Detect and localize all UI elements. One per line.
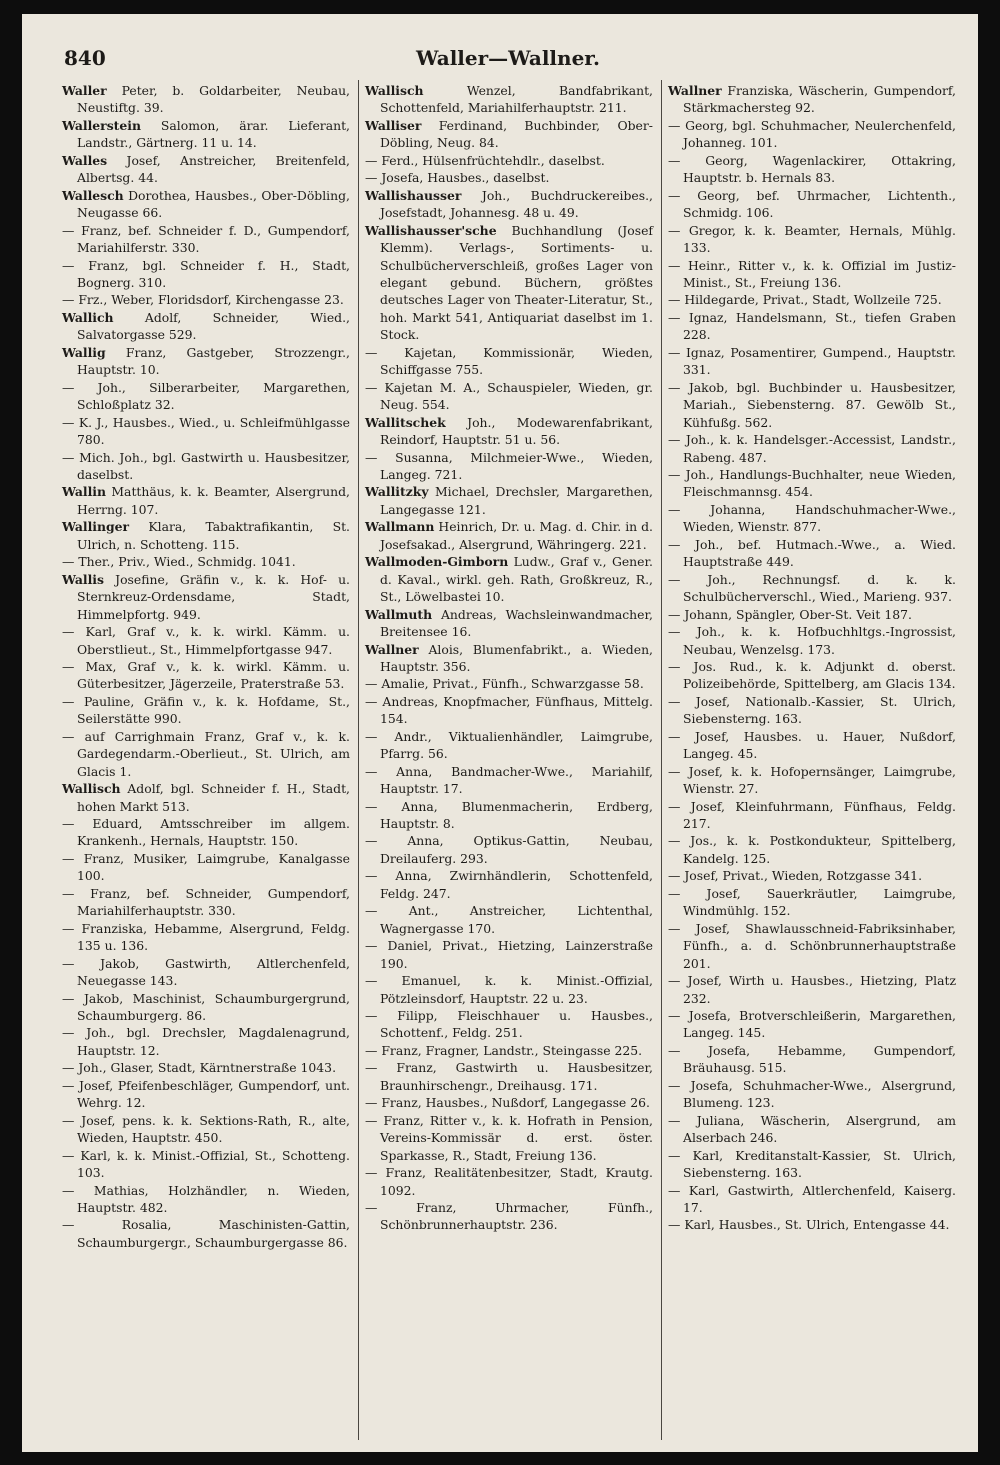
entry-surname: Wallin bbox=[62, 484, 106, 500]
entry-surname: Wallishausser'sche bbox=[365, 222, 497, 238]
entry-text: — Gregor, k. k. Beamter, Hernals, Mühlg. 133. bbox=[668, 222, 956, 256]
directory-entry bbox=[668, 187, 956, 222]
directory-entry bbox=[62, 920, 350, 955]
directory-entry bbox=[668, 658, 956, 693]
entry-text: — Joh., bef. Hutmach.-Wwe., a. Wied. Hauptstraße 449. bbox=[668, 536, 956, 570]
entry-text: — Josef, Wirth u. Hausbes., Hietzing, Platz 232. bbox=[668, 973, 956, 1006]
directory-entry bbox=[365, 449, 653, 484]
entry-text: Peter, b. Goldarbeiter, Neubau, Neustiftg. 39. bbox=[77, 83, 350, 116]
entry-text: — Josef, Privat., Wieden, Rotzgasse 341. bbox=[668, 868, 923, 884]
entry-text: — Ther., Priv., Wied., Schmidg. 1041. bbox=[62, 554, 296, 570]
directory-entry bbox=[365, 222, 653, 344]
column-1 bbox=[62, 82, 350, 1251]
entry-text: — Anna, Optikus-Gattin, Neubau, Dreilauferg. 293. bbox=[365, 833, 653, 866]
entry-text: — Josef, Nationalb.-Kassier, St. Ulrich, Siebensterng. 163. bbox=[668, 693, 956, 727]
entry-surname: Wallmuth bbox=[365, 606, 433, 622]
directory-entry bbox=[668, 1042, 956, 1077]
entry-text: Joh., Modewarenfabrikant, Reindorf, Hauptstr. 51 u. 56. bbox=[380, 414, 653, 448]
directory-entry bbox=[668, 972, 956, 1007]
page-number: 840 bbox=[64, 46, 106, 70]
directory-entry bbox=[365, 414, 653, 449]
entry-text: — Jakob, Maschinist, Schaumburgergrund, Schaumburgerg. 86. bbox=[62, 990, 350, 1024]
directory-entry bbox=[365, 972, 653, 1007]
directory-entry bbox=[62, 82, 350, 117]
entry-text: — Susanna, Milchmeier-Wwe., Wieden, Langeg. 721. bbox=[365, 449, 653, 482]
entry-text: — Heinr., Ritter v., k. k. Offizial im Justiz-Minist., St., Freiung 136. bbox=[668, 257, 956, 290]
entry-text: — Filipp, Fleischhauer u. Hausbes., Schottenf., Feldg. 251. bbox=[365, 1008, 653, 1041]
entry-text: — Josef, Sauerkräutler, Laimgrube, Windmühlg. 152. bbox=[668, 885, 956, 919]
entry-text: — Emanuel, k. k. Minist.-Offizial, Pötzleinsdorf, Hauptstr. 22 u. 23. bbox=[365, 973, 653, 1006]
directory-entry bbox=[365, 117, 653, 152]
entry-text: — Hildegarde, Privat., Stadt, Wollzeile 725. bbox=[668, 292, 942, 308]
running-head: Waller—Wallner. bbox=[416, 46, 600, 70]
entry-surname: Wallesch bbox=[62, 187, 124, 203]
directory-entry bbox=[668, 606, 956, 623]
directory-entry bbox=[62, 222, 350, 257]
entry-text: — Franz, Uhrmacher, Fünfh., Schönbrunnerhauptstr. 236. bbox=[365, 1200, 653, 1233]
entry-text: — Karl, Gastwirth, Altlerchenfeld, Kaiserg. 17. bbox=[668, 1182, 956, 1215]
directory-entry bbox=[62, 117, 350, 152]
entry-text: — Ant., Anstreicher, Lichtenthal, Wagnergasse 170. bbox=[365, 903, 653, 936]
directory-entry bbox=[668, 571, 956, 606]
directory-entry bbox=[365, 1042, 653, 1059]
entry-text: — Anna, Blumenmacherin, Erdberg, Hauptstr. 8. bbox=[365, 798, 653, 832]
entry-text: — Franz, bef. Schneider f. D., Gumpendorf, Mariahilferstr. 330. bbox=[62, 222, 350, 256]
directory-entry bbox=[668, 344, 956, 379]
entry-surname: Wallmoden-Gimborn bbox=[365, 554, 509, 570]
directory-entry bbox=[668, 501, 956, 536]
directory-entry bbox=[62, 885, 350, 920]
entry-text: — Karl, k. k. Minist.-Offizial, St., Schotteng. 103. bbox=[62, 1147, 350, 1181]
entry-text: Ferdinand, Buchbinder, Ober-Döbling, Neug. 84. bbox=[380, 117, 653, 151]
entry-text: — Joh., k. k. Hofbuchhltgs.-Ingrossist, Neubau, Wenzelsg. 173. bbox=[668, 624, 956, 657]
directory-entry bbox=[62, 955, 350, 990]
directory-entry bbox=[668, 222, 956, 257]
directory-entry bbox=[62, 571, 350, 623]
directory-entry bbox=[365, 553, 653, 605]
entry-surname: Walliser bbox=[365, 117, 422, 133]
entry-text: — Josefa, Hebamme, Gumpendorf, Bräuhausg. 515. bbox=[668, 1042, 956, 1076]
directory-entry bbox=[62, 379, 350, 414]
directory-entry bbox=[668, 885, 956, 920]
entry-text: — Johanna, Handschuhmacher-Wwe., Wieden, Wienstr. 877. bbox=[668, 501, 956, 535]
directory-entry bbox=[365, 798, 653, 833]
entry-text: — Joh., k. k. Handelsger.-Accessist, Landstr., Rabeng. 487. bbox=[668, 432, 956, 465]
entry-text: — Jos. Rud., k. k. Adjunkt d. oberst. Polizeibehörde, Spittelberg, am Glacis 134. bbox=[668, 658, 956, 692]
directory-entry bbox=[668, 82, 956, 117]
directory-entry bbox=[365, 379, 653, 414]
page-header bbox=[58, 44, 958, 74]
entry-text: — Joh., Silberarbeiter, Margarethen, Schloßplatz 32. bbox=[62, 379, 350, 413]
directory-entry bbox=[365, 344, 653, 379]
directory-entry bbox=[668, 1077, 956, 1112]
entry-text: Michael, Drechsler, Margarethen, Langegasse 121. bbox=[380, 484, 653, 517]
entry-text: — Ignaz, Posamentirer, Gumpend., Hauptstr. 331. bbox=[668, 344, 956, 378]
entry-text: — Joh., bgl. Drechsler, Magdalenagrund, Hauptstr. 12. bbox=[62, 1025, 350, 1058]
directory-entry bbox=[62, 449, 350, 484]
entry-text: Matthäus, k. k. Beamter, Alsergrund, Herrng. 107. bbox=[77, 484, 350, 517]
directory-entry bbox=[365, 867, 653, 902]
directory-entry bbox=[668, 832, 956, 867]
directory-entry bbox=[668, 920, 956, 972]
entry-text: — Jos., k. k. Postkondukteur, Spittelberg, Kandelg. 125. bbox=[668, 833, 956, 866]
directory-entry bbox=[62, 483, 350, 518]
directory-entry bbox=[365, 1164, 653, 1199]
entry-text: — Franz, Gastwirth u. Hausbesitzer, Braunhirschengr., Dreihausg. 171. bbox=[365, 1060, 653, 1093]
entry-text: — Franziska, Hebamme, Alsergrund, Feldg. 135 u. 136. bbox=[62, 920, 350, 954]
entry-text: — Andr., Viktualienhändler, Laimgrube, Pfarrg. 56. bbox=[365, 728, 653, 762]
entry-text: — Josef, Pfeifenbeschläger, Gumpendorf, unt. Wehrg. 12. bbox=[62, 1077, 350, 1111]
directory-entry bbox=[668, 693, 956, 728]
entry-text: — Rosalia, Maschinisten-Gattin, Schaumburgergr., Schaumburgergasse 86. bbox=[62, 1217, 350, 1250]
directory-entry bbox=[62, 780, 350, 815]
directory-entry bbox=[668, 1216, 956, 1233]
entry-text: Klara, Tabaktrafikantin, St. Ulrich, n. Schotteng. 115. bbox=[77, 519, 350, 552]
directory-entry bbox=[668, 1007, 956, 1042]
entry-surname: Wallich bbox=[62, 309, 114, 325]
column-2 bbox=[365, 82, 653, 1234]
entry-text: — Franz, bef. Schneider, Gumpendorf, Mariahilferhauptstr. 330. bbox=[62, 885, 350, 919]
entry-text: Alois, Blumenfabrikt., a. Wieden, Hauptstr. 356. bbox=[380, 641, 653, 674]
entry-text: Adolf, bgl. Schneider f. H., Stadt, hohen Markt 513. bbox=[77, 781, 350, 814]
entry-text: — Ignaz, Handelsmann, St., tiefen Graben 228. bbox=[668, 309, 956, 343]
entry-text: — Mathias, Holzhändler, n. Wieden, Hauptstr. 482. bbox=[62, 1182, 350, 1215]
column-rule bbox=[358, 80, 359, 1440]
entry-text: — Daniel, Privat., Hietzing, Lainzerstraße 190. bbox=[365, 938, 653, 971]
directory-entry bbox=[365, 187, 653, 222]
directory-entry bbox=[668, 1182, 956, 1217]
entry-text: — Georg, bef. Uhrmacher, Lichtenth., Schmidg. 106. bbox=[668, 187, 956, 221]
directory-entry bbox=[668, 379, 956, 431]
directory-entry bbox=[365, 152, 653, 169]
entry-surname: Wallner bbox=[668, 83, 722, 98]
entry-text: — Jakob, bgl. Buchbinder u. Hausbesitzer, Mariah., Siebensterng. 87. Gewölb St., Kühfußg. 562. bbox=[668, 379, 956, 430]
entry-text: Heinrich, Dr. u. Mag. d. Chir. in d. Josefsakad., Alsergrund, Währingerg. 221. bbox=[380, 519, 653, 552]
directory-entry bbox=[62, 553, 350, 570]
entry-text: Salomon, ärar. Lieferant, Landstr., Gärtnerg. 11 u. 14. bbox=[77, 117, 350, 151]
entry-surname: Wallis bbox=[62, 571, 104, 587]
entry-text: — auf Carrighmain Franz, Graf v., k. k. Gardegendarm.-Oberlieut., St. Ulrich, am Glacis 1. bbox=[62, 728, 350, 779]
directory-entry bbox=[365, 937, 653, 972]
entry-text: — Mich. Joh., bgl. Gastwirth u. Hausbesitzer, daselbst. bbox=[62, 449, 350, 482]
entry-text: Franz, Gastgeber, Strozzengr., Hauptstr. 10. bbox=[77, 344, 350, 378]
entry-text: — Franz, Fragner, Landstr., Steingasse 225. bbox=[365, 1042, 643, 1058]
entry-text: Dorothea, Hausbes., Ober-Döbling, Neugasse 66. bbox=[77, 187, 350, 221]
entry-text: Adolf, Schneider, Wied., Salvatorgasse 529. bbox=[77, 309, 350, 343]
directory-entry bbox=[365, 1059, 653, 1094]
entry-text: Ludw., Graf v., Gener. d. Kaval., wirkl. geh. Rath, Großkreuz, R., St., Löwelbastei 10. bbox=[380, 554, 653, 605]
directory-entry bbox=[62, 1147, 350, 1182]
entry-text: — Josefa, Hausbes., daselbst. bbox=[365, 170, 550, 186]
entry-text: — Josefa, Schuhmacher-Wwe., Alsergrund, Blumeng. 123. bbox=[668, 1077, 956, 1111]
entry-text: — Juliana, Wäscherin, Alsergrund, am Alserbach 246. bbox=[668, 1112, 956, 1146]
directory-entry bbox=[62, 414, 350, 449]
directory-entry bbox=[62, 1077, 350, 1112]
entry-surname: Wallerstein bbox=[62, 117, 141, 133]
entry-text: — Anna, Zwirnhändlerin, Schottenfeld, Feldg. 247. bbox=[365, 868, 653, 901]
entry-text: — Karl, Kreditanstalt-Kassier, St. Ulrich, Siebensterng. 163. bbox=[668, 1147, 956, 1181]
directory-entry bbox=[62, 309, 350, 344]
directory-page bbox=[22, 14, 978, 1452]
directory-entry bbox=[365, 832, 653, 867]
entry-text: — Franz, bgl. Schneider f. H., Stadt, Bognerg. 310. bbox=[62, 257, 350, 290]
entry-surname: Wallitzky bbox=[365, 484, 429, 500]
directory-entry bbox=[62, 344, 350, 379]
entry-surname: Wallig bbox=[62, 344, 106, 360]
entry-surname: Walles bbox=[62, 152, 108, 168]
column-3 bbox=[668, 82, 956, 1234]
entry-text: Josefine, Gräfin v., k. k. Hof- u. Sternkreuz-Ordensdame, Stadt, Himmelpfortg. 949. bbox=[77, 571, 350, 622]
directory-entry bbox=[365, 82, 653, 117]
entry-text: — Joh., Handlungs-Buchhalter, neue Wieden, Fleischmannsg. 454. bbox=[668, 466, 956, 500]
entry-text: — Frz., Weber, Floridsdorf, Kirchengasse 23. bbox=[62, 292, 344, 308]
entry-text: — Anna, Bandmacher-Wwe., Mariahilf, Hauptstr. 17. bbox=[365, 763, 653, 797]
directory-entry bbox=[62, 1059, 350, 1076]
directory-entry bbox=[365, 169, 653, 186]
entry-text: — Franz, Ritter v., k. k. Hofrath in Pension, Vereins-Kommissär d. erst. öster. Sparkasse, R., Stadt, Freiung 136. bbox=[365, 1112, 653, 1163]
entry-text: Franziska, Wäscherin, Gumpendorf, Stärkmachersteg 92. bbox=[683, 83, 956, 116]
directory-entry bbox=[62, 518, 350, 553]
directory-entry bbox=[365, 1094, 653, 1111]
entry-text: — Karl, Graf v., k. k. wirkl. Kämm. u. Oberstlieut., St., Himmelpfortgasse 947. bbox=[62, 624, 350, 657]
entry-text: — Eduard, Amtsschreiber im allgem. Krankenh., Hernals, Hauptstr. 150. bbox=[62, 816, 350, 849]
entry-text: Josef, Anstreicher, Breitenfeld, Albertsg. 44. bbox=[77, 152, 350, 186]
directory-entry bbox=[62, 1024, 350, 1059]
directory-entry bbox=[365, 1199, 653, 1234]
entry-surname: Wallishausser bbox=[365, 187, 462, 203]
directory-entry bbox=[365, 1007, 653, 1042]
entry-text: — Georg, bgl. Schuhmacher, Neulerchenfeld, Johanneg. 101. bbox=[668, 117, 956, 151]
directory-entry bbox=[365, 763, 653, 798]
directory-entry bbox=[62, 990, 350, 1025]
directory-entry bbox=[668, 117, 956, 152]
entry-text: — Jakob, Gastwirth, Altlerchenfeld, Neuegasse 143. bbox=[62, 955, 350, 989]
entry-text: — Pauline, Gräfin v., k. k. Hofdame, St., Seilerstätte 990. bbox=[62, 693, 350, 727]
entry-surname: Waller bbox=[62, 83, 107, 98]
directory-entry bbox=[62, 850, 350, 885]
directory-entry bbox=[668, 152, 956, 187]
directory-entry bbox=[365, 518, 653, 553]
entry-text: — Max, Graf v., k. k. wirkl. Kämm. u. Güterbesitzer, Jägerzeile, Praterstraße 53. bbox=[62, 658, 350, 692]
directory-entry bbox=[668, 291, 956, 308]
directory-entry bbox=[668, 536, 956, 571]
entry-text: — Franz, Hausbes., Nußdorf, Langegasse 26. bbox=[365, 1095, 650, 1111]
directory-entry bbox=[62, 187, 350, 222]
entry-text: — Ferd., Hülsenfrüchtehdlr., daselbst. bbox=[365, 152, 605, 168]
directory-entry bbox=[668, 466, 956, 501]
directory-entry bbox=[62, 658, 350, 693]
entry-text: — Johann, Spängler, Ober-St. Veit 187. bbox=[668, 606, 912, 622]
directory-entry bbox=[668, 257, 956, 292]
directory-entry bbox=[365, 483, 653, 518]
directory-entry bbox=[668, 728, 956, 763]
entry-surname: Wallitschek bbox=[365, 414, 446, 430]
entry-surname: Wallner bbox=[365, 641, 419, 657]
directory-entry bbox=[62, 1112, 350, 1147]
directory-entry bbox=[365, 1112, 653, 1164]
directory-entry bbox=[62, 815, 350, 850]
entry-text: — Georg, Wagenlackirer, Ottakring, Hauptstr. b. Hernals 83. bbox=[668, 152, 956, 186]
directory-entry bbox=[62, 291, 350, 308]
entry-surname: Wallmann bbox=[365, 519, 435, 535]
column-rule bbox=[661, 80, 662, 1440]
entry-text: — Josef, Kleinfuhrmann, Fünfhaus, Feldg. 217. bbox=[668, 798, 956, 832]
directory-entry bbox=[62, 257, 350, 292]
directory-entry bbox=[365, 606, 653, 641]
directory-entry bbox=[365, 728, 653, 763]
entry-text: — Franz, Realitätenbesitzer, Stadt, Krautg. 1092. bbox=[365, 1165, 653, 1198]
entry-text: — Josefa, Brotverschleißerin, Margarethen, Langeg. 145. bbox=[668, 1008, 956, 1041]
directory-entry bbox=[668, 309, 956, 344]
directory-entry bbox=[668, 1112, 956, 1147]
entry-surname: Wallisch bbox=[62, 781, 121, 797]
directory-entry bbox=[62, 152, 350, 187]
entry-text: — Andreas, Knopfmacher, Fünfhaus, Mittelg. 154. bbox=[365, 693, 653, 727]
directory-entry bbox=[365, 693, 653, 728]
entry-text: Wenzel, Bandfabrikant, Schottenfeld, Mariahilferhauptstr. 211. bbox=[380, 83, 653, 116]
directory-entry bbox=[668, 798, 956, 833]
entry-text: — Josef, Shawlausschneid-Fabriksinhaber, Fünfh., a. d. Schönbrunnerhauptstraße 201. bbox=[668, 920, 956, 971]
directory-entry bbox=[62, 1216, 350, 1251]
directory-entry bbox=[668, 867, 956, 884]
entry-text: — Franz, Musiker, Laimgrube, Kanalgasse 100. bbox=[62, 850, 350, 884]
entry-text: — Amalie, Privat., Fünfh., Schwarzgasse 58. bbox=[365, 676, 644, 692]
entry-text: — K. J., Hausbes., Wied., u. Schleifmühlgasse 780. bbox=[62, 414, 350, 448]
directory-entry bbox=[365, 641, 653, 676]
entry-text: Joh., Buchdruckereibes., Josefstadt, Johannesg. 48 u. 49. bbox=[380, 187, 653, 221]
directory-entry bbox=[668, 623, 956, 658]
entry-text: — Kajetan M. A., Schauspieler, Wieden, gr. Neug. 554. bbox=[365, 379, 653, 413]
directory-entry bbox=[62, 1182, 350, 1217]
entry-text: — Kajetan, Kommissionär, Wieden, Schiffgasse 755. bbox=[365, 344, 653, 378]
entry-text: — Josef, k. k. Hofopernsänger, Laimgrube, Wienstr. 27. bbox=[668, 763, 956, 797]
entry-text: Buchhandlung (Josef Klemm). Verlags-, Sortiments- u. Schulbücherverschleiß, großes Lager von elegant gebund. Büchern, größtes deutsches Lager von Theater-Literatur, St., hoh. Markt 541, Antiquariat daselbst im 1. Stock. bbox=[380, 222, 653, 343]
directory-entry bbox=[668, 1147, 956, 1182]
directory-entry bbox=[62, 728, 350, 780]
entry-text: — Josef, pens. k. k. Sektions-Rath, R., alte, Wieden, Hauptstr. 450. bbox=[62, 1112, 350, 1146]
directory-entry bbox=[365, 902, 653, 937]
entry-text: Andreas, Wachsleinwandmacher, Breitensee 16. bbox=[380, 606, 653, 640]
entry-surname: Wallinger bbox=[62, 519, 130, 535]
entry-text: — Josef, Hausbes. u. Hauer, Nußdorf, Langeg. 45. bbox=[668, 728, 956, 762]
entry-surname: Wallisch bbox=[365, 83, 424, 98]
entry-text: — Joh., Rechnungsf. d. k. k. Schulbücherverschl., Wied., Marieng. 937. bbox=[668, 571, 956, 605]
directory-entry bbox=[668, 763, 956, 798]
directory-entry bbox=[62, 693, 350, 728]
entry-text: — Joh., Glaser, Stadt, Kärntnerstraße 1043. bbox=[62, 1060, 337, 1076]
entry-text: — Karl, Hausbes., St. Ulrich, Entengasse 44. bbox=[668, 1217, 950, 1233]
directory-entry bbox=[668, 431, 956, 466]
directory-entry bbox=[365, 675, 653, 692]
directory-entry bbox=[62, 623, 350, 658]
